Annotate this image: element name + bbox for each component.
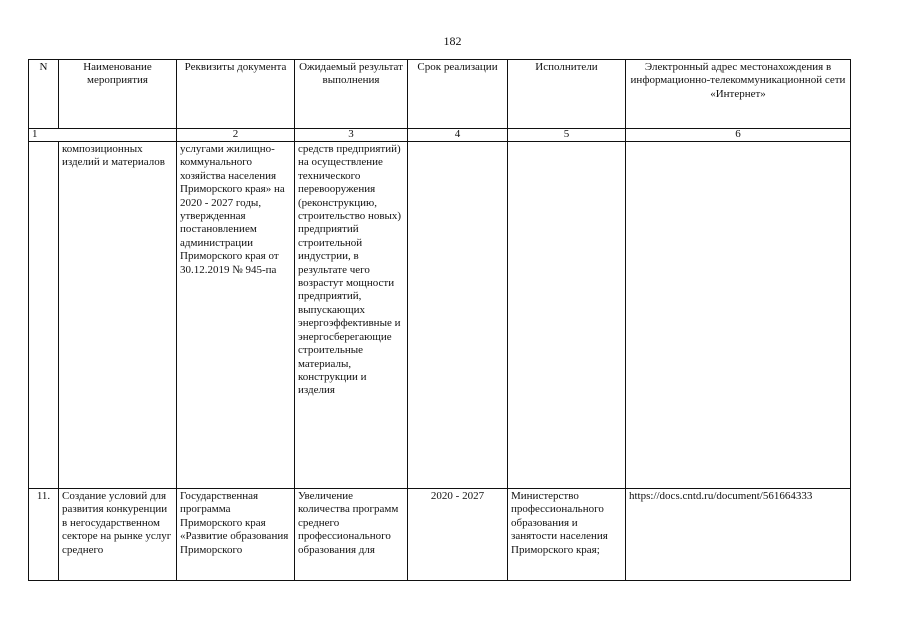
header-executors: Исполнители <box>508 60 626 129</box>
cell-url <box>626 142 851 489</box>
cell-url: https://docs.cntd.ru/document/561664333 <box>626 489 851 581</box>
column-number-3: 3 <box>295 129 408 142</box>
cell-name: композиционных изделий и материалов <box>59 142 177 489</box>
header-document: Реквизиты документа <box>177 60 295 129</box>
table-row-continued <box>29 142 851 489</box>
header-result: Ожидаемый результат выполнения <box>295 60 408 129</box>
column-number-6: 6 <box>626 129 851 142</box>
cell-term <box>408 142 508 489</box>
table-row-11 <box>29 489 851 581</box>
cell-result: средств предприятий) на осуществление технического перевооружения (реконструкцию, строительство новых) предприятий строительной индустрии, в результате чего возрастут мощности предприятий, выпускающих энергоэффективные и энергосберегающие строительные материалы, конструкции и изделия <box>295 142 408 489</box>
header-row <box>29 60 851 129</box>
cell-document: Государственная программа Приморского края «Развитие образования Приморского <box>177 489 295 581</box>
column-number-2: 2 <box>177 129 295 142</box>
cell-result: Увеличение количества программ среднего профессионального образования для <box>295 489 408 581</box>
header-term: Срок реализации <box>408 60 508 129</box>
cell-n: 11. <box>29 489 59 581</box>
column-number-5: 5 <box>508 129 626 142</box>
header-n: N <box>29 60 59 129</box>
column-number-4: 4 <box>408 129 508 142</box>
cell-document: услугами жилищно-коммунального хозяйства населения Приморского края» на 2020 - 2027 годы, утвержденная постановлением администрации Приморского края от 30.12.2019 № 945-па <box>177 142 295 489</box>
header-url: Электронный адрес местонахождения в информационно-телекоммуникационной сети «Интернет» <box>626 60 851 129</box>
header-name: Наименование мероприятия <box>59 60 177 129</box>
column-number-1: 1 <box>29 129 177 142</box>
cell-name: Создание условий для развития конкуренции в негосударственном секторе на рынке услуг среднего <box>59 489 177 581</box>
cell-executors <box>508 142 626 489</box>
measures-table <box>28 59 851 581</box>
cell-executors: Министерство профессионального образования и занятости населения Приморского края; <box>508 489 626 581</box>
cell-n <box>29 142 59 489</box>
page-number: 182 <box>443 34 462 48</box>
column-numbers-row <box>29 129 851 142</box>
cell-term: 2020 - 2027 <box>408 489 508 581</box>
